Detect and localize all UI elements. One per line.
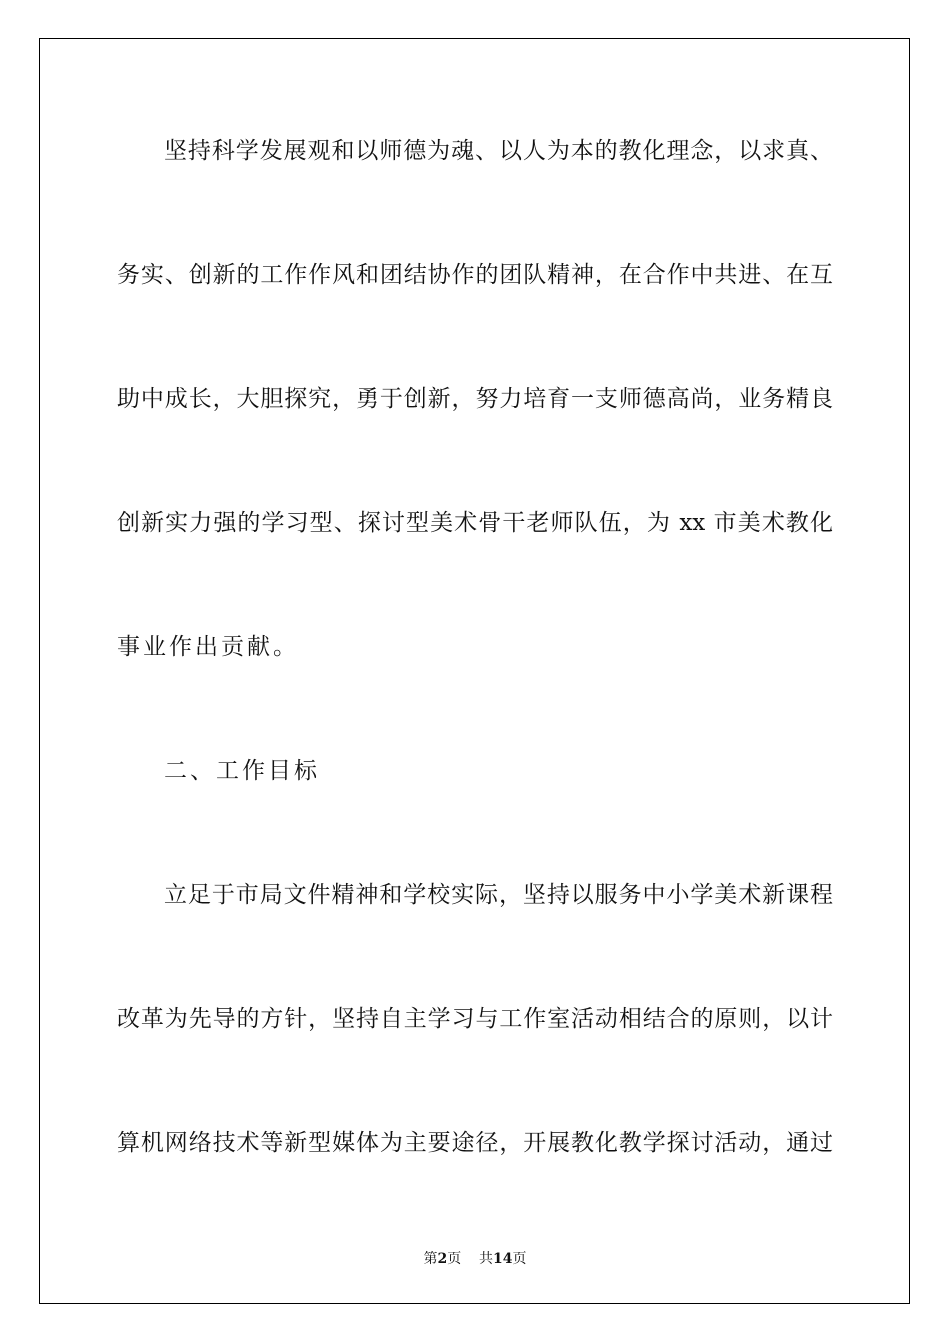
paragraph-line: 事业作出贡献。 (117, 634, 299, 660)
paragraph-line: 创新实力强的学习型、探讨型美术骨干老师队伍，为 xx 市美术教化 (117, 510, 833, 536)
paragraph-line: 坚持科学发展观和以师德为魂、以人为本的教化理念，以求真、 (164, 138, 833, 164)
total-prefix: 共 (479, 1251, 494, 1267)
paragraph-line: 立足于市局文件精神和学校实际，坚持以服务中小学美术新课程 (164, 882, 833, 908)
paragraph-line: 助中成长，大胆探究，勇于创新，努力培育一支师德高尚，业务精良 (117, 386, 833, 412)
total-pages: 14 (493, 1251, 513, 1267)
page-number: 2 (437, 1251, 448, 1267)
section-heading: 二、工作目标 (164, 758, 320, 784)
page-suffix: 页 (447, 1251, 462, 1267)
paragraph-line: 改革为先导的方针，坚持自主学习与工作室活动相结合的原则，以计 (117, 1006, 833, 1032)
page-footer (0, 1248, 950, 1268)
total-suffix: 页 (512, 1251, 527, 1267)
paragraph-line: 算机网络技术等新型媒体为主要途径，开展教化教学探讨活动，通过 (117, 1130, 833, 1156)
page-border (39, 38, 910, 1304)
paragraph-line: 务实、创新的工作作风和团结协作的团队精神，在合作中共进、在互 (117, 262, 833, 288)
page-prefix: 第 (423, 1251, 438, 1267)
